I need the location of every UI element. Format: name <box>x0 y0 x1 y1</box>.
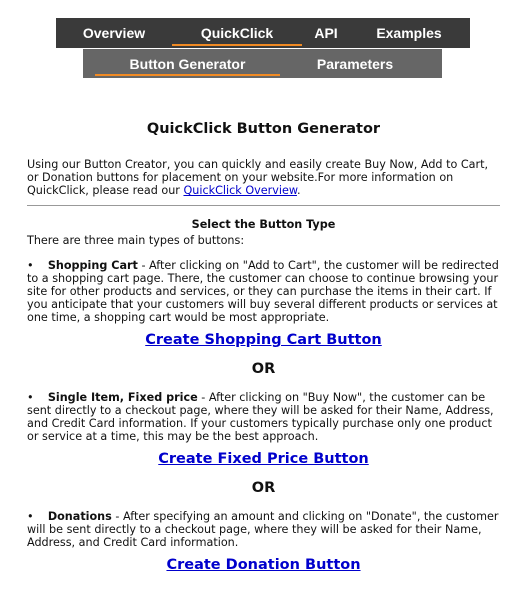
or-separator: OR <box>251 480 276 496</box>
tab-quickclick[interactable]: QuickClick <box>172 18 302 48</box>
create-fixed-price-button-link[interactable]: Create Fixed Price Button <box>158 451 369 467</box>
tab-examples[interactable]: Examples <box>376 25 442 41</box>
top-navigation <box>56 18 470 48</box>
bullet-fixed-price: • Single Item, Fixed price - After clicking on "Buy Now", the customer can be sent directly to a checkout page, where they will be asked for their Name, Address, and Credit Card information. If your customers typically purchase only one product or service at a time, this may be the best approach. <box>27 391 494 443</box>
bullet-title: Shopping Cart <box>47 259 138 272</box>
or-separator: OR <box>251 361 276 377</box>
create-donation-button-link[interactable]: Create Donation Button <box>166 557 361 573</box>
subtab-button-generator[interactable]: Button Generator <box>95 49 280 78</box>
quickclick-overview-link[interactable]: QuickClick Overview <box>183 184 297 197</box>
bullet-title: Single Item, Fixed price <box>47 391 198 404</box>
bullet-shopping-cart: • Shopping Cart - After clicking on "Add to Cart", the customer will be redirected to a shopping cart page. There, the customer can choose to continue browsing your site for other products and services, or they can purchase the items in their cart. If you anticipate that your customers will buy several different products or services at one time, a shopping cart would be most appropriate. <box>27 259 499 324</box>
divider <box>27 205 500 206</box>
bullet-description: - After specifying an amount and clicking on "Donate", the customer will be sent directly to a checkout page, where they will be asked for their Name, Address, and Credit Card information. <box>27 510 499 549</box>
subtab-parameters[interactable]: Parameters <box>316 55 394 72</box>
bullet-donations: • Donations - After specifying an amount and clicking on "Donate", the customer will be sent directly to a checkout page, where they will be asked for their Name, Address, and Credit Card information. <box>27 510 499 549</box>
bullet-description: - After clicking on "Add to Cart", the customer will be redirected to a shopping cart page. There, the customer can choose to continue browsing your site for other products and services, or they can purchase the items in their cart. If you anticipate that your customers will buy several different products or services at one time, a shopping cart would be most appropriate. <box>27 259 499 324</box>
tab-overview[interactable]: Overview <box>82 25 146 41</box>
intro-text: Using our Button Creator, you can quickly and easily create Buy Now, Add to Cart, or Donation buttons for placement on your website.For more information on QuickClick, please read our <box>27 158 489 197</box>
bullet-title: Donations <box>47 510 112 523</box>
sub-navigation <box>83 49 442 78</box>
section-intro: There are three main types of buttons: <box>27 234 245 247</box>
create-shopping-cart-button-link[interactable]: Create Shopping Cart Button <box>145 332 382 348</box>
intro-end: . <box>296 184 301 197</box>
section-heading: Select the Button Type <box>191 218 336 231</box>
tab-api[interactable]: API <box>314 25 338 41</box>
bullet-description: - After clicking on "Buy Now", the customer can be sent directly to a checkout page, where they will be asked for their Name, Address, and Credit Card information. If your customers typically purchase only one product or service at a time, this may be the best approach. <box>27 391 494 443</box>
page-title: QuickClick Button Generator <box>146 121 381 137</box>
intro-paragraph <box>27 158 500 197</box>
